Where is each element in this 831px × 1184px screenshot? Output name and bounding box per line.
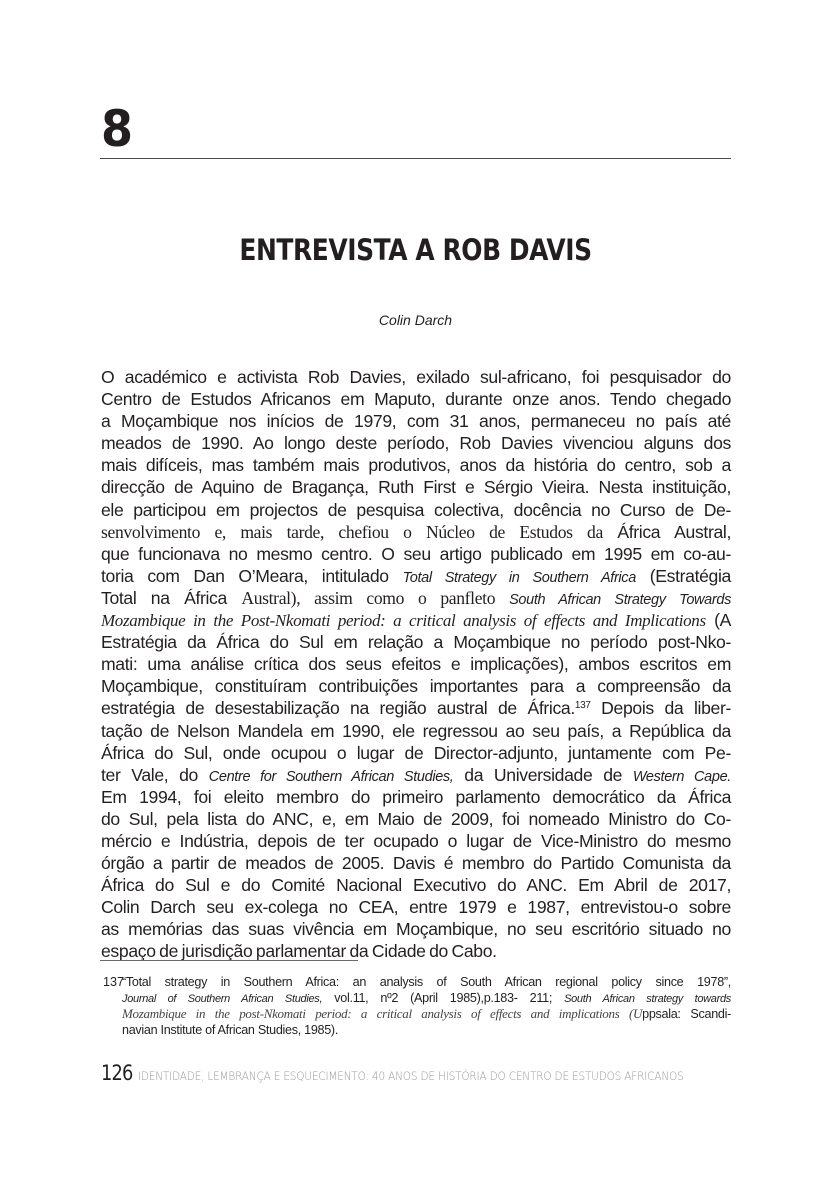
text-segment: estratégia de desestabilização na região austral de África. — [101, 698, 575, 719]
text-segment-serif: Austral), assim como o panfleto — [241, 587, 510, 608]
text-segment: ele participou em projectos de pesquisa colectiva, docência no Curso de De- — [101, 499, 731, 520]
text-line — [101, 499, 731, 521]
text-segment: direcção de Aquino de Bragança, Ruth First e Sérgio Vieira. Nesta instituição, — [101, 477, 731, 498]
text-segment: África Austral, — [617, 521, 731, 542]
text-line — [101, 786, 731, 808]
text-segment: mati: uma análise crítica dos seus efeitos e implicações), ambos escritos em — [101, 654, 731, 675]
text-line — [101, 609, 731, 631]
page-footer — [101, 1061, 741, 1085]
page-number: 126 — [101, 1061, 133, 1085]
text-segment: navian Institute of African Studies, 1985). — [122, 1023, 339, 1037]
text-segment: ppsala: Scandi- — [642, 1007, 731, 1021]
text-segment-serif-it: Mozambique in the Post-Nkomati period: a critical analysis of effects and Implications — [101, 611, 706, 631]
text-line — [101, 631, 731, 653]
text-segment: Centro de Estudos Africanos em Maputo, durante onze anos. Tendo chegado — [101, 389, 731, 410]
text-segment: (A — [705, 610, 731, 631]
article-title: ENTREVISTA A ROB DAVIS — [239, 233, 592, 267]
text-line — [101, 720, 731, 742]
text-line — [101, 830, 731, 852]
text-segment: África do Sul, onde ocupou o lugar de Director-adjunto, juntamente com Pe- — [101, 742, 731, 763]
text-segment: toria com Dan O’Meara, intitulado — [101, 565, 403, 586]
chapter-divider — [100, 158, 731, 159]
running-head: IDENTIDADE, LEMBRANÇA E ESQUECIMENTO: 40 ANOS DE HISTÓRIA DO CENTRO DE ESTUDOS AFRICANOS — [138, 1069, 684, 1083]
text-segment: vol.11, nº2 (April 1985),p.183- 211; — [322, 991, 565, 1005]
text-line — [101, 808, 731, 830]
text-line — [101, 543, 731, 565]
text-line — [101, 653, 731, 675]
body-paragraph — [101, 366, 731, 963]
text-segment: África do Sul e do Comité Nacional Executivo do ANC. Em Abril de 2017, — [101, 875, 731, 896]
text-segment: (Estratégia — [635, 565, 731, 586]
text-line — [122, 990, 731, 1006]
footnote-text — [122, 974, 731, 1038]
text-segment: Colin Darch seu ex-colega no CEA, entre 1979 e 1987, entrevistou-o sobre — [101, 897, 731, 918]
text-segment-it: Western Cape. — [632, 768, 731, 785]
text-line — [101, 764, 731, 786]
text-segment: mércio e Indústria, depois de ter ocupado o lugar de Vice-Ministro do mesmo — [101, 830, 731, 851]
text-segment-serif-it: Mozambique in the post-Nkomati period: a critical analysis of effects and implications (U — [122, 1006, 643, 1021]
text-segment: as memórias das suas vivência em Moçambique, no seu escritório situado no — [101, 919, 731, 940]
text-segment: do Sul, pela lista do ANC, e, em Maio de 2009, foi nomeado Ministro do Co- — [101, 808, 731, 829]
text-segment-it: Centre for Southern African Studies, — [208, 768, 454, 785]
text-line — [122, 1022, 731, 1038]
text-line — [101, 476, 731, 498]
text-segment: que funcionava no mesmo centro. O seu artigo publicado em 1995 em co-au- — [101, 543, 731, 564]
text-line — [101, 366, 731, 388]
article-author: Colin Darch — [378, 312, 453, 328]
text-segment: órgão a partir de meados de 2005. Davis é membro do Partido Comunista da — [101, 853, 731, 874]
text-segment-serif: senvolvimento e, mais tarde, chefiou o Núcleo de Estudos da — [101, 521, 618, 542]
text-line — [101, 454, 731, 476]
text-segment: da Universidade de — [453, 764, 633, 785]
text-line — [101, 565, 731, 587]
chapter-number: 8 — [101, 100, 133, 158]
text-line — [101, 587, 731, 609]
text-line — [101, 388, 731, 410]
text-segment: mais difíceis, mas também mais produtivos, anos da história do centro, sob a — [101, 455, 731, 476]
text-segment: Total na África — [101, 587, 242, 608]
text-segment: ter Vale, do — [101, 764, 209, 785]
text-segment: a Moçambique nos inícios de 1979, com 31 anos, permaneceu no país até — [101, 411, 731, 432]
text-segment: Moçambique, constituíram contribuições importantes para a compreensão da — [101, 676, 731, 697]
text-segment: “Total strategy in Southern Africa: an analysis of South African regional policy since 1978”, — [122, 975, 731, 989]
footnote-number: 137 — [103, 975, 125, 989]
text-line — [101, 852, 731, 874]
text-segment-it: South African Strategy Towards — [509, 591, 731, 608]
text-line — [101, 410, 731, 432]
text-segment: espaço de jurisdição parlamentar da Cidade do Cabo. — [101, 941, 497, 962]
text-line — [101, 675, 731, 697]
text-segment: Estratégia da África do Sul em relação a Moçambique no período post-Nko- — [101, 632, 731, 653]
text-segment: Depois da liber- — [590, 698, 732, 719]
text-segment: meados de 1990. Ao longo deste período, Rob Davies vivenciou alguns dos — [101, 433, 731, 454]
text-line — [122, 974, 731, 990]
footnote-reference: 137 — [574, 700, 591, 712]
text-line — [122, 1006, 731, 1022]
footnote-divider — [100, 960, 358, 961]
text-segment-it: South African strategy towards — [564, 993, 731, 1005]
text-segment-it: Journal of Southern African Studies, — [122, 993, 323, 1005]
text-segment: tação de Nelson Mandela em 1990, ele regressou ao seu país, a República da — [101, 720, 731, 741]
text-line — [101, 896, 731, 918]
text-line — [101, 918, 731, 940]
text-line — [101, 874, 731, 896]
text-line — [101, 697, 731, 719]
text-line — [101, 521, 731, 543]
text-line — [101, 432, 731, 454]
text-line — [101, 742, 731, 764]
text-segment-it: Total Strategy in Southern Africa — [402, 569, 636, 586]
text-segment: O académico e activista Rob Davies, exilado sul-africano, foi pesquisador do — [101, 367, 731, 387]
text-segment: Em 1994, foi eleito membro do primeiro parlamento democrático da África — [101, 786, 731, 807]
